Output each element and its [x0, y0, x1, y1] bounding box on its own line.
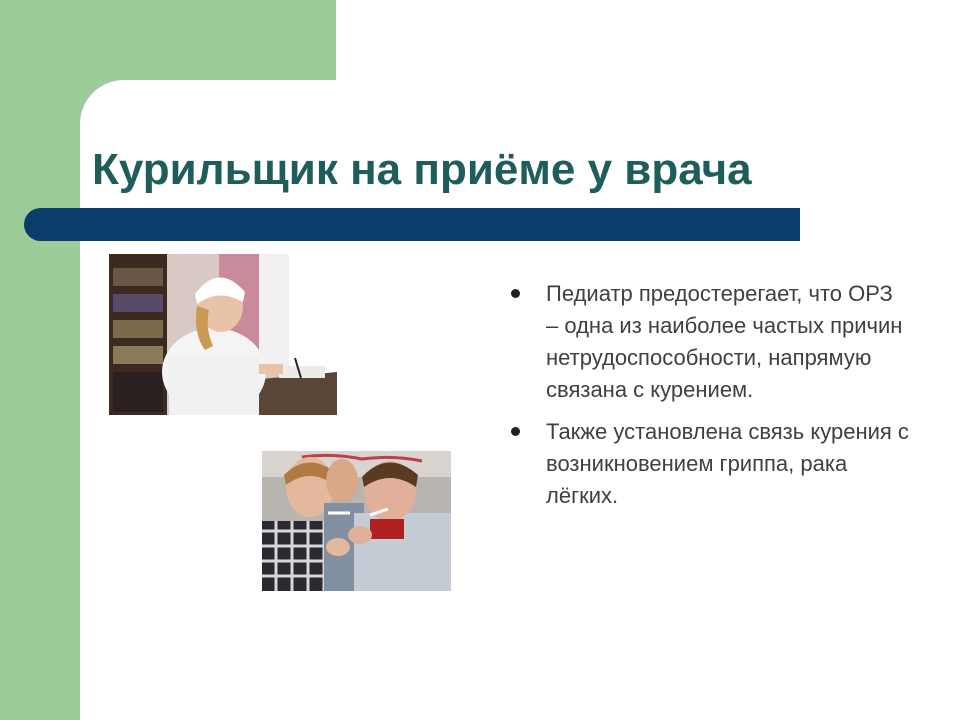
title-underline-bar [24, 208, 800, 241]
bullet-dot-icon [511, 427, 520, 436]
bullet-text: Также установлена связь курения с возникновением гриппа, рака лёгких. [546, 419, 909, 508]
bullet-dot-icon [511, 289, 520, 298]
bullet-item [510, 278, 910, 406]
bullet-item [510, 416, 910, 512]
bullet-list [510, 278, 910, 522]
boys-smoking-photo [262, 451, 451, 591]
doctor-photo [109, 254, 337, 415]
bullet-text: Педиатр предостерегает, что ОРЗ – одна из наиболее частых причин нетрудоспособности, напрямую связана с курением. [546, 281, 903, 402]
slide-title: Курильщик на приёме у врача [92, 145, 752, 194]
